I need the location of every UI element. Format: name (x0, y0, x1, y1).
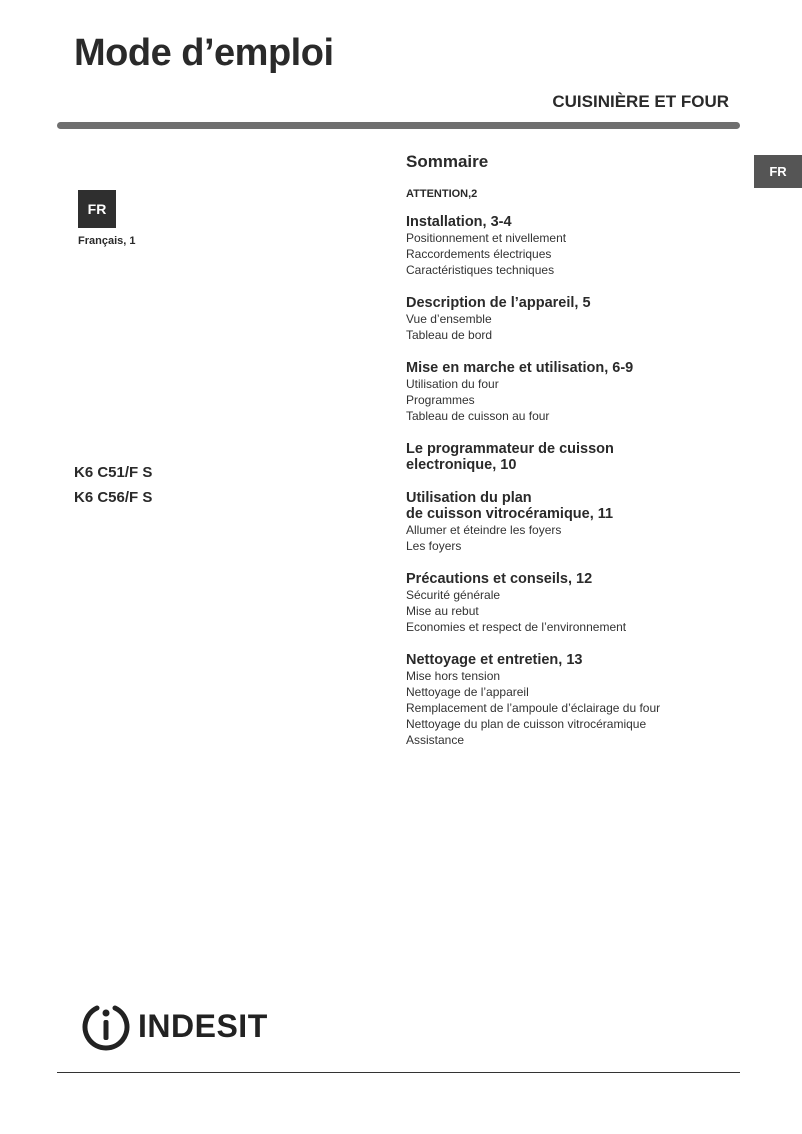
toc-item: Les foyers (406, 539, 462, 553)
language-side-tab: FR (754, 155, 802, 188)
toc-item: Sécurité générale (406, 588, 501, 602)
toc-sections (406, 214, 736, 748)
toc-section (406, 490, 736, 554)
model-number: K6 C56/F S (74, 489, 153, 506)
model-number: K6 C51/F S (74, 464, 153, 481)
toc-section-title: Utilisation du plan de cuisson vitrocéramique, 11 (406, 490, 614, 522)
toc-section-title: Mise en marche et utilisation, 6-9 (406, 360, 634, 376)
toc-section-title: Nettoyage et entretien, 13 (406, 652, 583, 668)
model-list (74, 460, 152, 510)
toc-item: Nettoyage de l’appareil (406, 685, 529, 699)
toc-section-title: Description de l’appareil, 5 (406, 295, 591, 311)
toc-item: Mise hors tension (406, 669, 501, 683)
toc-item: Nettoyage du plan de cuisson vitrocéramique (406, 717, 647, 731)
toc-section (406, 571, 736, 635)
toc-section-title: Le programmateur de cuisson electronique, 10 (406, 441, 614, 473)
toc-item: Mise au rebut (406, 604, 479, 618)
toc-item: Economies et respect de l’environnement (406, 620, 627, 634)
toc-item: Assistance (406, 733, 465, 747)
brand-logo (80, 1000, 268, 1052)
toc-section (406, 441, 736, 473)
toc-item: Positionnement et nivellement (406, 231, 567, 245)
footer-divider (57, 1072, 740, 1073)
toc-section (406, 652, 736, 748)
header-divider (57, 122, 740, 129)
toc-heading: Sommaire (406, 152, 489, 171)
table-of-contents (406, 152, 736, 765)
toc-section-title: Installation, 3-4 (406, 214, 512, 230)
product-type: CUISINIÈRE ET FOUR (552, 92, 729, 111)
indesit-logo-icon (80, 1000, 132, 1052)
language-badge: FR (78, 190, 116, 228)
toc-item: Raccordements électriques (406, 247, 552, 261)
toc-item: Tableau de cuisson au four (406, 409, 550, 423)
toc-section (406, 214, 736, 278)
language-label: Français, 1 (78, 235, 136, 247)
toc-item: Caractéristiques techniques (406, 263, 555, 277)
toc-section (406, 295, 736, 343)
page-title: Mode d’emploi (74, 32, 334, 74)
toc-item: Programmes (406, 393, 475, 407)
toc-item: Vue d’ensemble (406, 312, 492, 326)
toc-section (406, 360, 736, 424)
brand-name: INDESIT (138, 1007, 268, 1044)
toc-item: Tableau de bord (406, 328, 493, 342)
toc-item: Utilisation du four (406, 377, 499, 391)
toc-attention: ATTENTION,2 (406, 188, 478, 200)
toc-section-title: Précautions et conseils, 12 (406, 571, 593, 587)
toc-item: Allumer et éteindre les foyers (406, 523, 562, 537)
toc-item: Remplacement de l’ampoule d’éclairage du four (406, 701, 661, 715)
